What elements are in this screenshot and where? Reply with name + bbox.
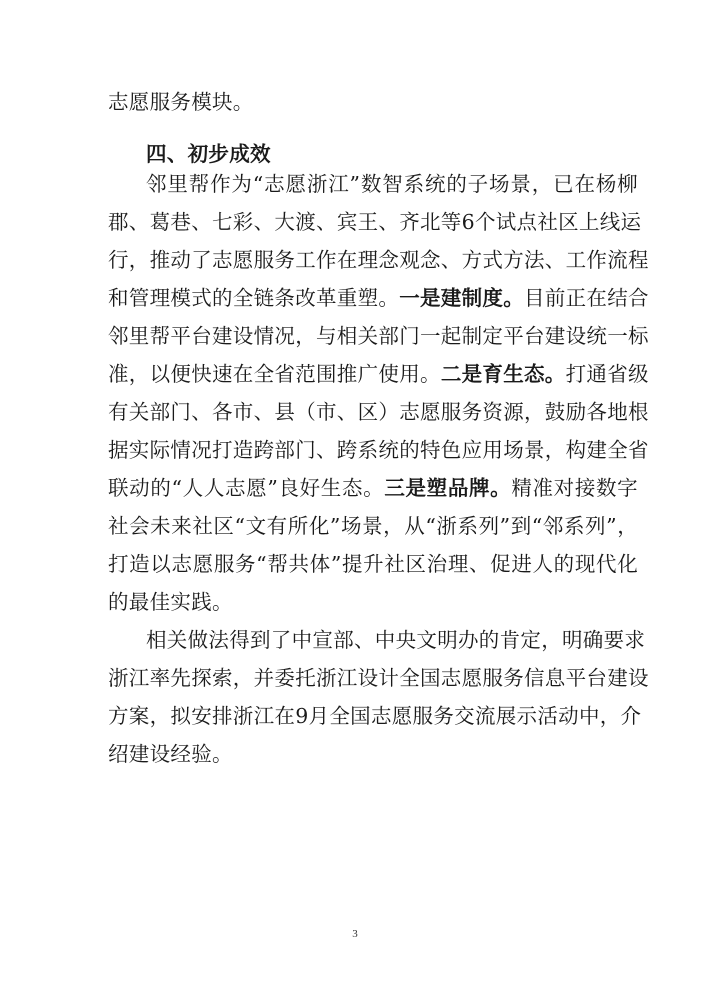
paragraph-continuation [108,88,638,116]
emphasis-build-system: 一是建制度。 [399,286,525,310]
text-line: 社会未来社区“文有所化”场景，从“浙系列”到“邻系列”， [108,514,638,538]
text-line: 浙江率先探索，并委托浙江设计全国志愿服务信息平台建设 [108,666,649,690]
text-segment: 准，以便快速在全省范围推广使用。 [108,362,441,386]
text-line: 打造以志愿服务“帮共体”提升社区治理、促进人的现代化 [108,552,638,576]
text-line: 相关做法得到了中宣部、中央文明办的肯定，明确要求 [146,628,646,652]
text-line-with-emphasis [108,360,649,388]
section-heading [146,140,638,168]
text-segment: 和管理模式的全链条改革重塑。 [108,286,400,310]
text-line: 据实际情况打造跨部门、跨系统的特色应用场景，构建全省 [108,438,649,462]
text-line: 有关部门、各市、县（市、区）志愿服务资源，鼓励各地根 [108,400,649,424]
text-line-with-emphasis [108,284,649,312]
page-number: 3 [352,928,358,940]
text-line-with-emphasis [108,474,638,502]
emphasis-ecosystem: 二是育生态。 [440,362,566,386]
text-segment: 联动的“人人志愿”良好生态。 [108,476,385,500]
heading-text: 四、初步成效 [146,142,271,166]
emphasis-brand: 三是塑品牌。 [384,476,512,500]
text-segment: 精准对接数字 [511,476,638,500]
text-segment: 目前正在结合 [524,286,649,310]
text-line: 邻里帮作为“志愿浙江”数智系统的子场景，已在杨柳 [146,172,638,196]
text-line: 邻里帮平台建设情况，与相关部门一起制定平台建设统一标 [108,324,649,348]
text-line: 绍建设经验。 [108,742,233,766]
text-line: 方案，拟安排浙江在9月全国志愿服务交流展示活动中，介 [108,704,642,728]
text-line: 行，推动了志愿服务工作在理念观念、方式方法、工作流程 [108,248,649,272]
text-line: 的最佳实践。 [108,590,233,614]
text-line: 郡、葛巷、七彩、大渡、宾王、齐北等6个试点社区上线运 [108,210,642,234]
text-line: 志愿服务模块。 [108,90,254,114]
text-segment: 打通省级 [565,362,649,386]
